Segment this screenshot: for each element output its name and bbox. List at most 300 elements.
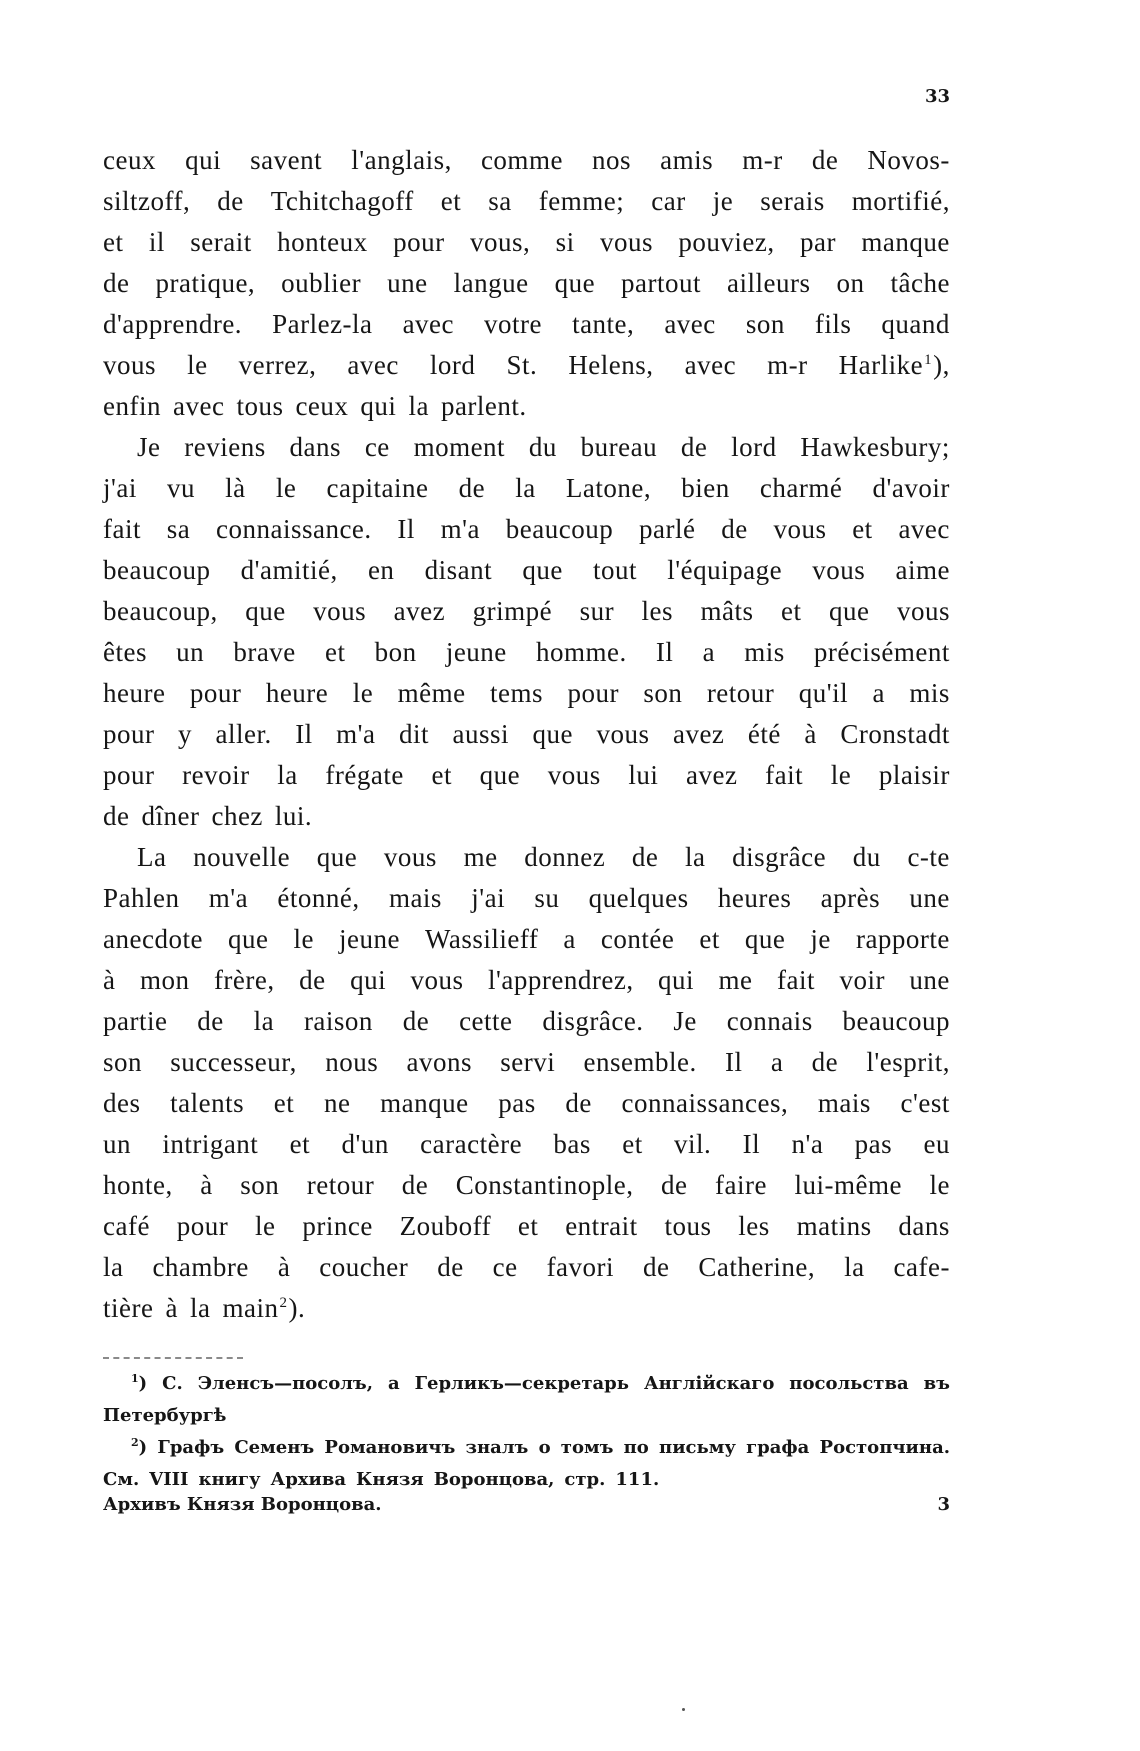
word: êtes: [103, 637, 147, 667]
word: retour: [306, 1170, 375, 1200]
word: Il: [655, 637, 674, 667]
word: à: [200, 1170, 213, 1200]
word: son: [745, 309, 785, 339]
word: disant: [424, 555, 493, 585]
word: faire: [715, 1170, 767, 1200]
word: о: [538, 1437, 551, 1458]
word: письму: [659, 1437, 736, 1458]
word: Воронцова,: [433, 1469, 555, 1490]
word: Novos-: [867, 145, 950, 175]
body-line: [103, 960, 950, 1001]
word: homme.: [535, 637, 627, 667]
word: honteux: [277, 227, 368, 257]
word: amis: [660, 145, 714, 175]
word: графа: [746, 1437, 810, 1458]
word: j'ai: [471, 883, 506, 913]
word: que: [532, 719, 573, 749]
word: ce: [364, 432, 390, 462]
word: Constantinople,: [455, 1170, 634, 1200]
word: disgrâce.: [542, 1006, 644, 1036]
word: la: [103, 1252, 124, 1282]
word: le: [255, 1211, 276, 1241]
word: et: [431, 760, 452, 790]
word: une: [909, 883, 950, 913]
word: voir: [839, 965, 885, 995]
word: dîner: [141, 801, 200, 831]
word: tous: [236, 391, 284, 421]
word: la: [685, 842, 706, 872]
word: manque: [380, 1088, 469, 1118]
word: votre: [484, 309, 543, 339]
word: 111.: [615, 1469, 660, 1490]
word: de: [631, 842, 659, 872]
footnote-marker: $^2$): [131, 1436, 148, 1458]
word: je: [712, 186, 734, 216]
word: main$^2$).: [222, 1293, 306, 1323]
word: St.: [506, 350, 538, 380]
word: pour: [567, 678, 619, 708]
word: serait: [190, 227, 252, 257]
word: vu: [167, 473, 196, 503]
word: coucher: [319, 1252, 409, 1282]
word: bureau: [580, 432, 658, 462]
word: en: [367, 555, 395, 585]
body-line: [103, 632, 950, 673]
body-line: [103, 878, 950, 919]
word: Англійскаго: [643, 1373, 775, 1394]
word: a: [702, 637, 716, 667]
word: lord: [731, 432, 777, 462]
word: me: [463, 842, 498, 872]
word: avons: [406, 1047, 472, 1077]
word: mis: [909, 678, 950, 708]
word: y: [177, 719, 192, 749]
word: parlent.: [440, 391, 527, 421]
word: de: [299, 965, 326, 995]
word: retour: [706, 678, 775, 708]
word: bas: [553, 1129, 591, 1159]
word: même: [397, 678, 466, 708]
print-speck: [682, 1708, 685, 1711]
word: pas: [854, 1129, 893, 1159]
word: n'a: [791, 1129, 824, 1159]
body-line: [103, 1206, 950, 1247]
word: pour: [393, 227, 445, 257]
word: de: [642, 1252, 670, 1282]
word: anecdote: [103, 924, 203, 954]
word: partie: [103, 1006, 168, 1036]
word: café: [103, 1211, 150, 1241]
word: qui: [360, 391, 397, 421]
word: il: [148, 227, 165, 257]
word: lui.: [274, 801, 313, 831]
word: étonné,: [277, 883, 360, 913]
word: brave: [233, 637, 296, 667]
word: c-te: [907, 842, 950, 872]
body-line: [103, 919, 950, 960]
word: Je: [673, 1006, 697, 1036]
word: Helens,: [568, 350, 654, 380]
word: tante,: [572, 309, 635, 339]
word: avez: [686, 760, 738, 790]
word: Je: [137, 432, 161, 462]
word: qu'il: [798, 678, 849, 708]
word: d'amitié,: [240, 555, 338, 585]
word: frégate: [325, 760, 404, 790]
word: là: [225, 473, 246, 503]
word: въ: [923, 1373, 950, 1394]
word: et: [517, 1211, 539, 1241]
word: Pahlen: [103, 883, 180, 913]
body-line: [103, 263, 950, 304]
word: si: [555, 227, 575, 257]
body-line: [103, 468, 950, 509]
word: me: [718, 965, 753, 995]
footnote-separator: [103, 1357, 243, 1359]
word: un: [103, 1129, 131, 1159]
word: entrait: [565, 1211, 638, 1241]
word: fait: [765, 760, 804, 790]
word: le: [293, 924, 314, 954]
word: du: [852, 842, 881, 872]
word: on: [836, 268, 865, 298]
word: et: [440, 186, 462, 216]
word: Ростопчина.: [819, 1437, 950, 1458]
word: la: [189, 1293, 211, 1323]
word: plaisir: [878, 760, 950, 790]
footer-title: Архивъ Князя Воронцова.: [103, 1494, 382, 1515]
body-line: [103, 714, 950, 755]
body-line: [103, 509, 950, 550]
word: serais: [760, 186, 825, 216]
word: le: [929, 1170, 950, 1200]
word: beaucoup: [103, 555, 211, 585]
word: pour: [176, 1211, 229, 1241]
word: Il: [397, 514, 415, 544]
word: Latone,: [565, 473, 652, 503]
word: connaissance.: [215, 514, 372, 544]
word: m-r: [742, 145, 783, 175]
word: mon: [139, 965, 190, 995]
word: ceux: [103, 145, 156, 175]
word: fait: [777, 965, 815, 995]
word: ensemble.: [583, 1047, 697, 1077]
word: manque: [861, 227, 950, 257]
body-line: [103, 427, 950, 468]
word: comme: [480, 145, 563, 175]
word: quand: [881, 309, 950, 339]
word: de: [197, 1006, 224, 1036]
footnote-reference: 1: [924, 352, 933, 368]
word: a: [872, 678, 885, 708]
word: dans: [898, 1211, 950, 1241]
word: car: [651, 186, 686, 216]
word: successeur,: [170, 1047, 297, 1077]
body-line: [103, 1247, 950, 1288]
body-line: [103, 591, 950, 632]
word: mais: [817, 1088, 871, 1118]
word: qui: [185, 145, 222, 175]
word: sa: [488, 186, 512, 216]
word: et: [103, 227, 124, 257]
word: томъ: [560, 1437, 614, 1458]
word: et: [273, 1088, 295, 1118]
word: С.: [162, 1373, 183, 1394]
word: heure: [265, 678, 329, 708]
word: зналъ: [465, 1437, 529, 1458]
footnote-line: [103, 1432, 950, 1464]
word: avec: [347, 350, 399, 380]
word: mais: [388, 883, 442, 913]
word: pratique,: [155, 268, 256, 298]
word: vous: [103, 350, 157, 380]
body-line: [103, 550, 950, 591]
word: Hawkesbury;: [800, 432, 950, 462]
word: chambre: [152, 1252, 249, 1282]
word: langue: [453, 268, 529, 298]
word: nos: [592, 145, 632, 175]
word: et: [622, 1129, 643, 1159]
word: cafe-: [893, 1252, 950, 1282]
word: talents: [170, 1088, 245, 1118]
word: rapporte: [855, 924, 950, 954]
word: de: [721, 514, 748, 544]
word: Графъ: [157, 1437, 225, 1458]
word: raison: [303, 1006, 373, 1036]
word: qui: [350, 965, 387, 995]
word: partout: [621, 268, 702, 298]
body-line: [103, 1083, 950, 1124]
body-line: [103, 1042, 950, 1083]
word: jeune: [445, 637, 507, 667]
body-line: [103, 796, 950, 837]
footnote-line: [103, 1464, 950, 1496]
word: Герликъ—секретарь: [414, 1373, 629, 1394]
word: nous: [325, 1047, 379, 1077]
word: vous: [596, 719, 650, 749]
word: sa: [166, 514, 191, 544]
word: Il: [725, 1047, 743, 1077]
word: fait: [103, 514, 141, 544]
word: vous: [896, 596, 950, 626]
word: du: [528, 432, 557, 462]
word: tous: [664, 1211, 712, 1241]
word: l'anglais,: [351, 145, 452, 175]
word: de: [811, 1047, 839, 1077]
word: de: [811, 145, 839, 175]
word: d'apprendre.: [103, 309, 243, 339]
word: à: [804, 719, 817, 749]
word: que: [245, 596, 286, 626]
word: son: [103, 1047, 143, 1077]
body-line: [103, 673, 950, 714]
word: lui-même: [794, 1170, 902, 1200]
word: Catherine,: [698, 1252, 816, 1282]
word: m'a: [208, 883, 249, 913]
word: femme;: [538, 186, 625, 216]
word: dans: [289, 432, 342, 462]
word: m-r: [767, 350, 808, 380]
word: que: [479, 760, 521, 790]
word: connaissances,: [621, 1088, 789, 1118]
word: mortifié,: [851, 186, 950, 216]
footnote-marker: $^1$): [131, 1372, 148, 1394]
word: les: [738, 1211, 770, 1241]
word: vous: [383, 842, 437, 872]
word: Cronstadt: [840, 719, 950, 749]
word: avec: [664, 309, 716, 339]
word: prince: [302, 1211, 373, 1241]
word: посольства: [789, 1373, 909, 1394]
running-footer: [103, 1494, 950, 1515]
word: heures: [717, 883, 792, 913]
word: vil.: [674, 1129, 712, 1159]
word: Harlike$^1$),: [838, 350, 950, 380]
word: et: [781, 596, 802, 626]
word: aller.: [215, 719, 272, 749]
word: charmé: [759, 473, 843, 503]
word: heure: [103, 678, 166, 708]
footnote-line: [103, 1368, 950, 1400]
word: vous: [600, 227, 654, 257]
word: que: [744, 924, 786, 954]
word: tout: [593, 555, 638, 585]
word: et: [699, 924, 720, 954]
word: et: [324, 637, 346, 667]
word: donnez: [524, 842, 606, 872]
word: Il: [295, 719, 313, 749]
word: la: [253, 1006, 275, 1036]
footnote-reference: 2: [279, 1295, 288, 1311]
word: beaucoup: [505, 514, 614, 544]
word: la: [515, 473, 536, 503]
signature-mark: 3: [937, 1494, 950, 1515]
word: la: [844, 1252, 865, 1282]
word: de: [103, 268, 130, 298]
word: по: [623, 1437, 649, 1458]
word: d'un: [341, 1129, 389, 1159]
word: avez: [393, 596, 446, 626]
word: Zouboff: [399, 1211, 492, 1241]
word: стр.: [564, 1469, 606, 1490]
word: que: [554, 268, 596, 298]
word: avec: [684, 350, 737, 380]
body-line: [103, 1165, 950, 1206]
body-line: [103, 304, 950, 345]
word: Wassilieff: [425, 924, 539, 954]
word: reviens: [184, 432, 266, 462]
word: favori: [546, 1252, 615, 1282]
word: VIII: [149, 1469, 189, 1490]
word: frère,: [213, 965, 275, 995]
page-number: 33: [924, 86, 950, 107]
word: avec: [172, 391, 225, 421]
word: l'esprit,: [866, 1047, 950, 1077]
word: après: [820, 883, 881, 913]
word: c'est: [900, 1088, 950, 1118]
word: а: [387, 1373, 400, 1394]
body-text: [103, 140, 950, 1329]
word: à: [103, 965, 116, 995]
word: siltzoff,: [103, 186, 191, 216]
word: un: [176, 637, 205, 667]
word: son: [240, 1170, 280, 1200]
word: avec: [402, 309, 455, 339]
word: beaucoup: [842, 1006, 950, 1036]
body-line: [103, 1001, 950, 1042]
word: vous,: [469, 227, 531, 257]
word: de: [458, 473, 486, 503]
word: vous: [410, 965, 464, 995]
word: eu: [923, 1129, 950, 1159]
word: les: [641, 596, 674, 626]
word: книгу: [198, 1469, 261, 1490]
body-line: [103, 181, 950, 222]
word: jeune: [339, 924, 400, 954]
word: de: [217, 186, 244, 216]
word: Семенъ: [234, 1437, 315, 1458]
word: a: [563, 924, 576, 954]
word: mis: [744, 637, 785, 667]
word: et: [852, 514, 873, 544]
word: de: [401, 1170, 429, 1200]
word: quelques: [588, 883, 689, 913]
word: intrigant: [162, 1129, 259, 1159]
word: chez: [211, 801, 263, 831]
word: le: [830, 760, 852, 790]
word: à: [165, 1293, 178, 1323]
word: pour: [189, 678, 242, 708]
body-line: [103, 345, 950, 386]
word: de: [402, 1006, 430, 1036]
word: avez: [672, 719, 725, 749]
word: le: [275, 473, 297, 503]
word: je: [810, 924, 831, 954]
word: ailleurs: [727, 268, 811, 298]
word: m'a: [336, 719, 376, 749]
word: contée: [600, 924, 675, 954]
word: mâts: [700, 596, 754, 626]
word: m'a: [440, 514, 481, 544]
word: tâche: [890, 268, 950, 298]
body-line: [103, 755, 950, 796]
word: d'avoir: [872, 473, 950, 503]
word: honte,: [103, 1170, 173, 1200]
word: disgrâce: [732, 842, 827, 872]
word: capitaine: [326, 473, 429, 503]
word: ne: [323, 1088, 351, 1118]
word: oublier: [281, 268, 362, 298]
word: parlé: [638, 514, 696, 544]
word: Князя: [356, 1469, 424, 1490]
word: l'apprendrez,: [488, 965, 634, 995]
word: tière: [103, 1293, 154, 1323]
word: que: [227, 924, 269, 954]
word: beaucoup,: [103, 596, 218, 626]
word: vous: [812, 555, 866, 585]
word: matins: [796, 1211, 872, 1241]
word: verrez,: [238, 350, 317, 380]
word: revoir: [182, 760, 250, 790]
footnotes: [103, 1368, 950, 1496]
word: a: [770, 1047, 784, 1077]
word: Il: [742, 1129, 761, 1159]
word: bien: [681, 473, 730, 503]
body-line: [103, 222, 950, 263]
word: Parlez-la: [272, 309, 373, 339]
word: de: [680, 432, 708, 462]
word: été: [747, 719, 781, 749]
